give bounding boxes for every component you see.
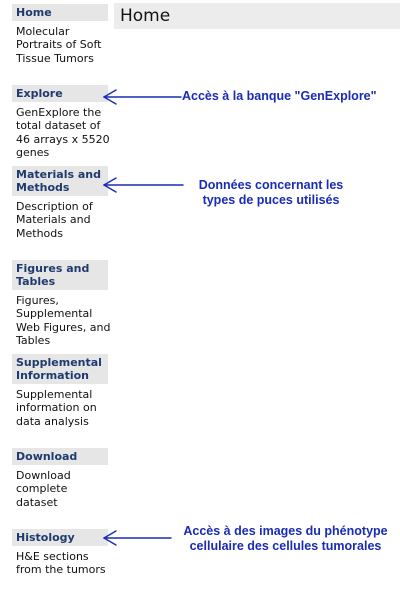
sidebar-description-explore: GenExplore the total dataset of 46 arrays x 5520 genes: [16, 106, 110, 159]
annotation-methods-line2: types de puces utilisés: [202, 193, 340, 207]
sidebar-description-download: Download complete dataset: [16, 469, 71, 509]
sidebar-description-home: Molecular Portraits of Soft Tissue Tumors: [16, 25, 102, 65]
sidebar-item-home[interactable]: Home: [12, 4, 108, 21]
sidebar-description-supplemental-information: Supplemental information on data analysis: [16, 388, 97, 428]
sidebar-description-histology: H&E sections from the tumors: [16, 550, 106, 577]
arrow-explore: [104, 90, 181, 104]
sidebar-item-download[interactable]: Download: [12, 448, 108, 465]
annotation-histology-line1: Accès à des images du phénotype: [183, 524, 388, 538]
arrow-materials-and-methods: [104, 178, 183, 192]
sidebar-item-figures-and-tables[interactable]: Figures and Tables: [12, 260, 108, 290]
sidebar-description-materials-and-methods: Description of Materials and Methods: [16, 200, 93, 240]
sidebar-item-explore[interactable]: Explore: [12, 85, 108, 102]
annotation-histology: [171, 524, 400, 554]
sidebar-item-supplemental-information[interactable]: Supplemental Information: [12, 354, 108, 384]
sidebar-item-materials-and-methods[interactable]: Materials and Methods: [12, 166, 108, 196]
page-title-bar: [114, 3, 400, 29]
sidebar-description-figures-and-tables: Figures, Supplemental Web Figures, and Tables: [16, 294, 111, 347]
annotation-methods-line1: Données concernant les: [198, 178, 344, 192]
annotation-methods: [186, 178, 356, 208]
sidebar-item-histology[interactable]: Histology: [12, 529, 108, 546]
annotation-histology-line2: cellulaire des cellules tumorales: [189, 539, 382, 553]
page-title: Home: [120, 6, 171, 26]
arrow-histology: [104, 531, 171, 545]
annotation-explore: Accès à la banque "GenExplore": [182, 89, 377, 103]
